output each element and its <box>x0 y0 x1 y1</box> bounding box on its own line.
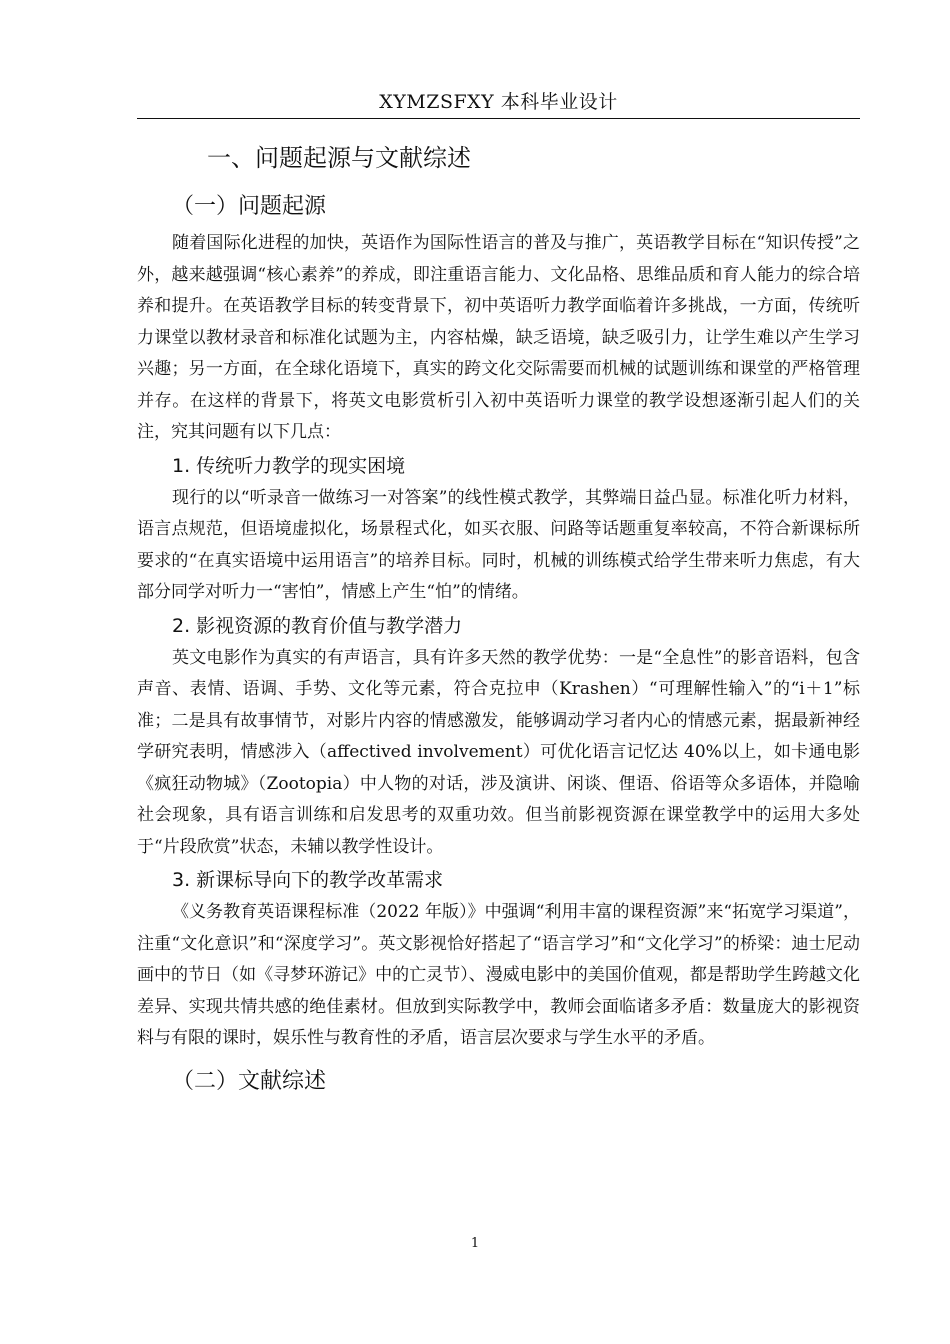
page-header: XYMZSFXY 本科毕业设计 <box>379 91 618 113</box>
subsection-paragraph-1: 现行的以“听录音一做练习一对答案”的线性模式教学，其弊端日益凸显。标准化听力材料，语言点规范，但语境虚拟化，场景程式化，如买衣服、问路等话题重复率较高，不符合新课标所要求的“在真实语境中运用语言”的培养目标。同时，机械的训练模式给学生带来听力焦虑，有大部分同学对听力一“害怕”，情感上产生“怕”的情绪。 <box>137 487 860 602</box>
subsection-heading-2: 2. 影视资源的教育价值与教学潜力 <box>172 614 463 637</box>
section-intro-paragraph: 随着国际化进程的加快，英语作为国际性语言的普及与推广，英语教学目标在“知识传授”之外，越来越强调“核心素养”的养成，即注重语言能力、文化品格、思维品质和育人能力的综合培养和提升。在英语教学目标的转变背景下，初中英语听力教学面临着许多挑战，一方面，传统听力课堂以教材录音和标准化试题为主，内容枯燥，缺乏语境，缺乏吸引力，让学生难以产生学习兴趣；另一方面，在全球化语境下，真实的跨文化交际需要而机械的试题训练和课堂的严格管理并存。在这样的背景下，将英文电影赏析引入初中英语听力课堂的教学设想逐渐引起人们的关注，究其问题有以下几点： <box>137 233 860 442</box>
chapter-heading: 一、问题起源与文献综述 <box>207 144 471 172</box>
subsection-heading-1: 1. 传统听力教学的现实困境 <box>172 454 406 477</box>
subsection-paragraph-3: 《义务教育英语课程标准（2022 年版）》中强调“利用丰富的课程资源”来“拓宽学习渠道”，注重“文化意识”和“深度学习”。英文影视恰好搭起了“语言学习”和“文化学习”的桥梁：迪士尼动画中的节日（如《寻梦环游记》中的亡灵节）、漫威电影中的美国价值观，都是帮助学生跨越文化差异、实现共情共感的绝佳素材。但放到实际教学中，教师会面临诸多矛盾：数量庞大的影视资料与有限的课时，娱乐性与教育性的矛盾，语言层次要求与学生水平的矛盾。 <box>137 902 860 1048</box>
page-number: 1 <box>470 1236 480 1251</box>
header-divider <box>137 118 860 119</box>
subsection-heading-3: 3. 新课标导向下的教学改革需求 <box>172 869 444 891</box>
subsection-paragraph-2: 英文电影作为真实的有声语言，具有许多天然的教学优势：一是“全息性”的影音语料，包含声音、表情、语调、手势、文化等元素，符合克拉申（Krashen）“可理解性输入”的“i＋1”标准；二是具有故事情节，对影片内容的情感激发，能够调动学习者内心的情感元素，据最新神经学研究表明，情感涉入（affectived involvement）可优化语言记忆达 40%以上，如卡通电影《疯狂动物城》（Zootopia）中人物的对话，涉及演讲、闲谈、俚语、俗语等众多语体，并隐喻社会现象，具有语言训练和启发思考的双重功效。但当前影视资源在课堂教学中的运用大多处于“片段欣赏”状态，未辅以教学性设计。 <box>137 647 860 857</box>
section-heading-origin: （一）问题起源 <box>172 194 327 219</box>
page-body <box>137 136 860 1103</box>
section-heading-literature: （二）文献综述 <box>172 1068 327 1094</box>
